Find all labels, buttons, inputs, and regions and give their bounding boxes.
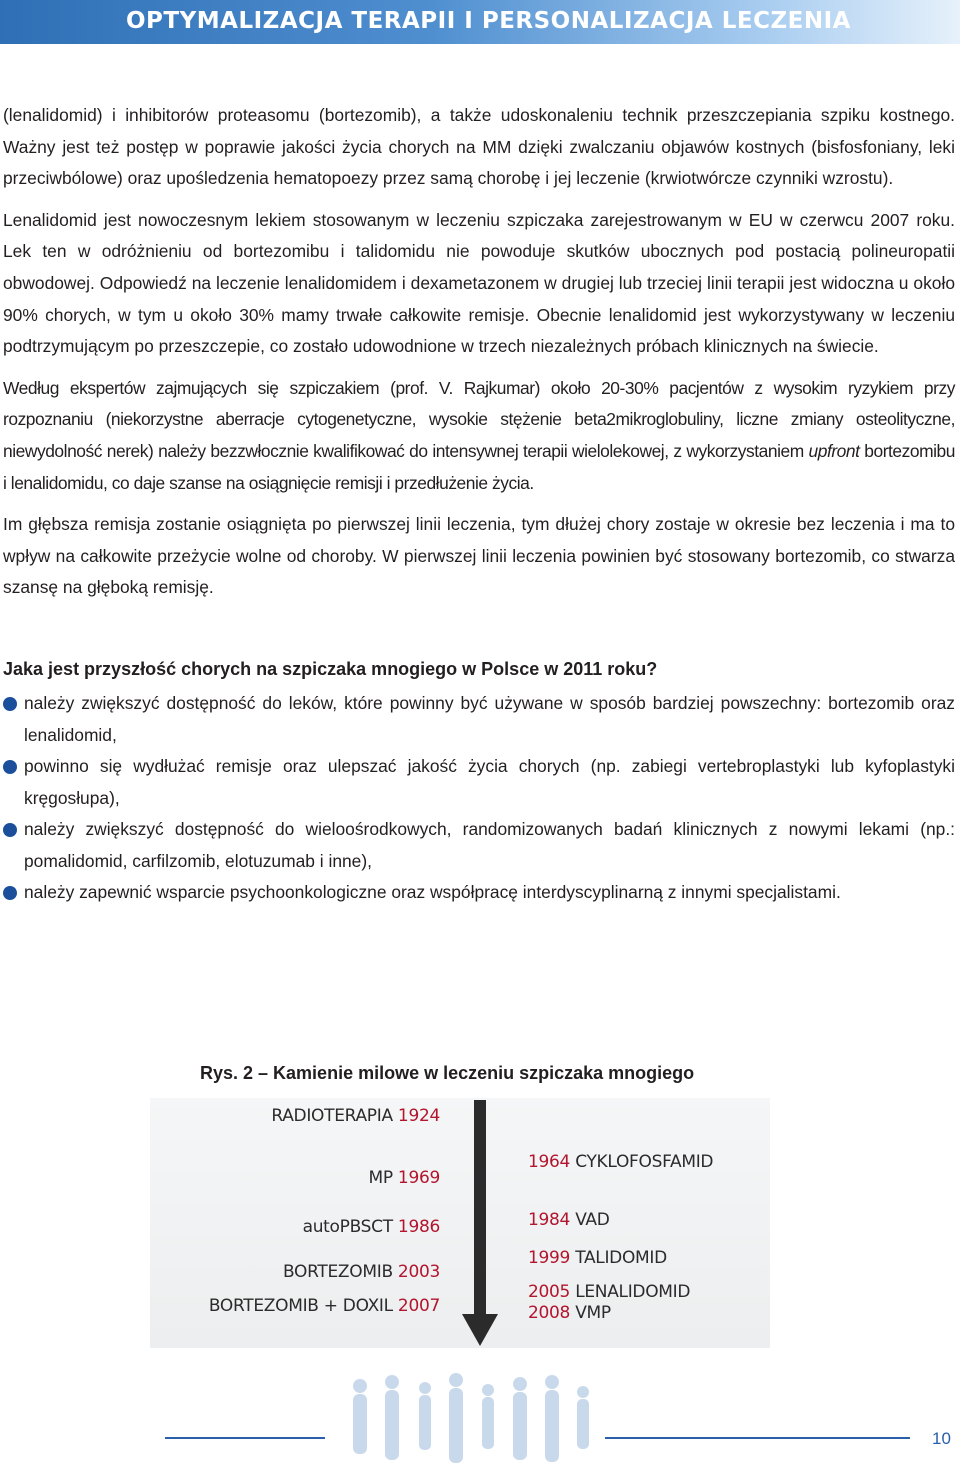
bullet-dot-icon bbox=[3, 823, 17, 837]
page-number: 10 bbox=[932, 1429, 951, 1448]
paragraph-treatment-progress: (lenalidomid) i inhibitorów proteasomu (bortezomib), a także udoskonaleniu technik przeszczepiania szpiku kostnego. Ważny jest też postęp w poprawie jakości życia chorych na MM dzięki zwalczaniu objawów kostnych (bisfosfoniany, leki przeciwbólowe) oraz upośledzenia hematopoezy przez samą chorobę i jej leczenie (krwiotwórcze czynniki wzrostu). bbox=[3, 105, 955, 189]
bullet-dot-icon bbox=[3, 760, 17, 774]
header-banner bbox=[0, 0, 960, 44]
milestone-left-0: RADIOTERAPIA 1924 bbox=[271, 1106, 440, 1126]
page-title: OPTYMALIZACJA TERAPII I PERSONALIZACJA LECZENIA bbox=[126, 8, 851, 34]
experts-text-start: Według ekspertów zajmujących się szpiczakiem (prof. V. Rajkumar) około 20-30% pacjentów z wysokim ryzykiem przy rozpoznaniu (niekorzystne aberracje cytogenetyczne, wysokie stężenie beta2mikroglobuliny, liczne zmiany osteolityczne, niewydolność nerek) należy bezzwłocznie kwalifikować do intensywnej terapii wielolekowej, z wykorzystaniem bbox=[3, 377, 955, 461]
milestone-left-2: autoPBSCT 1986 bbox=[302, 1217, 440, 1237]
footer-line-right bbox=[605, 1437, 910, 1439]
bullet-item bbox=[3, 814, 955, 877]
bullet-item bbox=[3, 751, 955, 814]
bullet-item bbox=[3, 688, 955, 751]
milestone-right-3: 2005 LENALIDOMID bbox=[528, 1282, 691, 1302]
people-silhouettes-icon bbox=[0, 1368, 960, 1478]
milestones-figure bbox=[150, 1098, 770, 1348]
paragraph-lenalidomid: Lenalidomid jest nowoczesnym lekiem stosowanym w leczeniu szpiczaka zarejestrowanym w EU w czerwcu 2007 roku. Lek ten w odróżnieniu od bortezomibu i talidomidu nie powoduje skutków ubocznych pod postacią polineuropatii obwodowej. Odpowiedź na leczenie lenalidomidem i dexametazonem w drugiej lub trzeciej linii terapii jest widoczna u około 90% chorych, w tym u około 30% mamy trwałe całkowite remisje. Obecnie lenalidomid jest wykorzystywany w leczeniu podtrzymującym po przeszczepie, co zostało udowodnione w trzech niezależnych próbach klinicznych na świecie. bbox=[3, 209, 955, 357]
footer-line-left bbox=[165, 1437, 325, 1439]
bullet-text: należy zwiększyć dostępność do leków, które powinny być używane w sposób bardziej powszechny: bortezomib oraz lenalidomid, bbox=[24, 692, 955, 745]
milestone-right-2: 1999 TALIDOMID bbox=[528, 1248, 667, 1268]
milestone-left-3: BORTEZOMIB 2003 bbox=[282, 1262, 440, 1282]
bullet-text: należy zwiększyć dostępność do wieloośrodkowych, randomizowanych badań klinicznych z nowymi lekami (np.: pomalidomid, carfilzomib, elotuzumab i inne), bbox=[24, 819, 955, 871]
bullet-dot-icon bbox=[3, 697, 17, 711]
experts-text-end: bortezomibu i lenalidomidu, co daje szanse na osiągnięcie remisji i przedłużenie życia. bbox=[3, 440, 955, 493]
milestone-left-1: MP 1969 bbox=[368, 1168, 440, 1188]
milestone-right-1: 1984 VAD bbox=[528, 1210, 610, 1230]
timeline-arrow-icon bbox=[462, 1314, 498, 1346]
experts-text-emphasis: upfront bbox=[808, 440, 860, 461]
figure-caption: Rys. 2 – Kamienie milowe w leczeniu szpiczaka mnogiego bbox=[200, 1063, 695, 1083]
future-section-heading: Jaka jest przyszłość chorych na szpiczaka mnogiego w Polsce w 2011 roku? bbox=[3, 658, 658, 679]
main-content bbox=[3, 100, 955, 909]
bullet-item bbox=[3, 877, 955, 909]
milestone-right-4: 2008 VMP bbox=[528, 1303, 611, 1323]
timeline-bar bbox=[474, 1100, 486, 1322]
bullet-dot-icon bbox=[3, 886, 17, 900]
paragraph-experts bbox=[3, 373, 955, 499]
bullet-text: powinno się wydłużać remisje oraz ulepszać jakość życia chorych (np. zabiegi vertebroplastyki lub kyfoplastyki kręgosłupa), bbox=[24, 756, 955, 808]
bullet-text: należy zapewnić wsparcie psychoonkologiczne oraz współpracę interdyscyplinarną z innymi specjalistami. bbox=[24, 882, 841, 903]
future-bullet-list bbox=[3, 688, 955, 909]
milestone-right-0: 1964 CYKLOFOSFAMID bbox=[528, 1152, 714, 1172]
paragraph-remission: Im głębsza remisja zostanie osiągnięta po pierwszej linii leczenia, tym dłużej chory zostaje w okresie bez leczenia i ma to wpływ na całkowite przeżycie wolne od choroby. W pierwszej linii leczenia powinien być stosowany bortezomib, co stwarza szansę na głęboką remisję. bbox=[3, 514, 955, 598]
milestone-left-4: BORTEZOMIB + DOXIL 2007 bbox=[208, 1296, 440, 1316]
